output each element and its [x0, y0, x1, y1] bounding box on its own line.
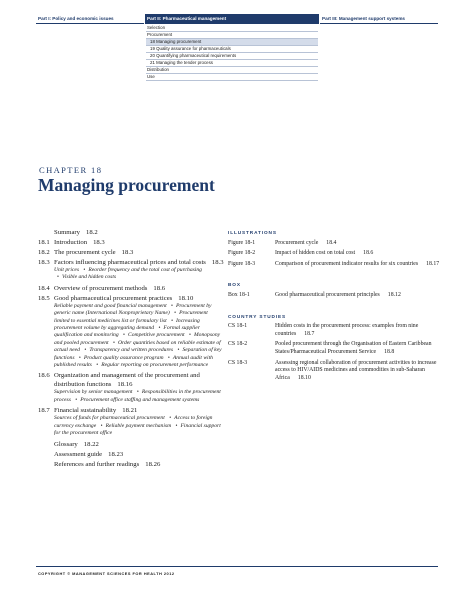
toc-subtopic: Separation of key functions [54, 347, 222, 361]
figure-label: Figure 18-2 [228, 250, 256, 257]
toc-subtopic: Formal supplier qualification and monitoring [54, 325, 200, 339]
toc-title[interactable]: Organization and management of the procurement and distribution functions [54, 372, 200, 389]
country-study-item [228, 341, 443, 356]
country-studies-list [228, 323, 443, 382]
toc-entry [38, 371, 224, 404]
chapter-title: Managing procurement [38, 175, 215, 195]
country-study-page: 18.8 [384, 348, 395, 355]
toc-page: 18.21 [122, 407, 138, 415]
toc-page: 18.3 [211, 259, 224, 266]
figure-text[interactable]: Comparison of procurement indicator results for six countries [275, 260, 419, 267]
toc-page: 18.26 [145, 460, 161, 468]
toc-subtopic: Increasing procurement volume by aggregating demand [54, 317, 200, 332]
box-item [228, 292, 443, 300]
toc-line [38, 238, 224, 247]
toc-subtopic: Responsibilities in the procurement process [54, 389, 221, 403]
toc-subtopic: Visible and hidden costs [61, 274, 117, 281]
toc-entry [38, 440, 224, 449]
subnav-item[interactable]: Procurement [146, 32, 318, 39]
toc-subtopics [38, 303, 224, 370]
figure-page: 18.17 [426, 260, 440, 267]
bullet-separator: • [169, 415, 172, 422]
subnav-item[interactable]: 21 Managing the tender process [146, 60, 318, 67]
toc-entry [38, 238, 224, 247]
bullet-separator: • [123, 332, 126, 339]
toc-subtopic: Transparency and written procedures [89, 347, 174, 354]
bullet-separator: • [175, 422, 178, 429]
toc-title[interactable]: The procurement cycle [54, 249, 116, 256]
subnav-item[interactable]: 20 Quantifying pharmaceutical requirements [146, 53, 318, 60]
bullet-separator: • [83, 267, 86, 273]
figure-page: 18.4 [326, 239, 337, 246]
toc-entry [38, 228, 224, 237]
country-study-text[interactable]: Assessing regional collaboration of procurement activities to increase access to HIV/AIDS medicines and commodities in sub-Saharan Africa [275, 359, 437, 381]
country-study-item [228, 360, 443, 383]
toc-entry [38, 460, 224, 469]
toc-number: 18.4 [38, 284, 50, 292]
toc-line [38, 294, 224, 303]
toc-title[interactable]: Financial sustainability [54, 407, 117, 415]
toc-subtopic: Procurement by generic name (International Nonproprietary Name) [54, 302, 212, 317]
toc-number: 18.2 [38, 249, 50, 256]
toc-page: 18.23 [108, 450, 124, 458]
toc-subtopics [38, 267, 224, 282]
toc-line [38, 460, 224, 469]
toc-entry [38, 258, 224, 282]
bullet-separator: • [189, 332, 191, 339]
figure-text-wrap [275, 240, 336, 246]
subnav-item[interactable]: Use [146, 74, 318, 81]
footer-rule [36, 566, 438, 567]
table-of-contents [38, 228, 224, 470]
toc-title[interactable]: Factors influencing pharmaceutical prices and total costs [54, 259, 206, 266]
subnav-item[interactable]: 19 Quality assurance for pharmaceuticals [146, 46, 318, 53]
country-study-text[interactable]: Pooled procurement through the Organisation of Eastern Caribbean States/Pharmaceutical Procurement Service [275, 341, 432, 355]
figure-text[interactable]: Impact of hidden cost on total cost [275, 250, 356, 257]
toc-subtopic: Unit prices [54, 267, 80, 273]
toc-entry [38, 406, 224, 437]
toc-title[interactable]: Overview of procurement methods [54, 284, 148, 292]
toc-number: 18.5 [38, 294, 50, 302]
toc-entry [38, 294, 224, 370]
toc-title[interactable]: Introduction [54, 239, 88, 246]
toc-title-wrap [38, 450, 224, 459]
toc-subtopic: Regular reporting on procurement performance [101, 362, 209, 369]
toc-line [38, 258, 224, 267]
toc-line [38, 228, 224, 237]
country-study-item [228, 323, 443, 338]
bullet-separator: • [136, 389, 139, 396]
toc-subtopic: Procurement office staffing and management systems [80, 396, 200, 403]
bullet-separator: • [167, 354, 170, 361]
bullet-separator: • [171, 317, 174, 324]
toc-title-wrap [38, 294, 224, 303]
toc-title[interactable]: References and further readings [54, 460, 140, 468]
box-page: 18.12 [387, 291, 401, 298]
country-study-text[interactable]: Hidden costs in the procurement process: examples from nine countries [275, 323, 419, 337]
toc-title[interactable]: Good pharmaceutical procurement practices [54, 294, 173, 302]
subnav-item[interactable]: Distribution [146, 67, 318, 74]
bullet-separator: • [100, 422, 103, 429]
toc-subtopic: Product quality assurance program [83, 354, 164, 361]
toc-subtopic: Financial support for the procurement office [54, 422, 221, 437]
toc-line [38, 248, 224, 257]
box-list [228, 292, 443, 300]
toc-line [38, 371, 224, 389]
toc-title-wrap [38, 238, 224, 247]
figure-text[interactable]: Procurement cycle [275, 239, 319, 246]
chapter-label: CHAPTER 18 [39, 165, 103, 175]
nav-part-1[interactable]: Part I: Policy and economic issues [36, 14, 144, 24]
toc-title-wrap [38, 248, 224, 257]
right-column [228, 229, 443, 385]
toc-page: 18.10 [178, 294, 194, 302]
toc-subtopic: Order quantities based on reliable estimate of actual need [54, 339, 221, 354]
bullet-separator: • [84, 347, 87, 354]
bullet-separator: • [158, 325, 161, 332]
bullet-separator: • [177, 347, 180, 354]
toc-title-wrap [38, 406, 224, 415]
toc-subtopic: Procurement limited to essential medicines list or formulary list [54, 310, 208, 324]
toc-subtopic: Reliable payment mechanism [105, 422, 172, 429]
figure-label: Figure 18-3 [228, 260, 256, 267]
box-text[interactable]: Good pharmaceutical procurement principles [275, 291, 380, 298]
toc-number: 18.3 [38, 259, 50, 266]
figure-item [228, 261, 443, 269]
figure-label: Figure 18-1 [228, 239, 256, 246]
toc-page: 18.2 [86, 229, 98, 236]
nav-part-3[interactable]: Part III: Management support systems [320, 14, 438, 24]
chapter-navigation [146, 25, 318, 81]
toc-subtopics [38, 389, 224, 404]
toc-number: 18.6 [38, 372, 50, 380]
toc-number: 18.7 [38, 407, 50, 415]
bullet-separator: • [75, 396, 78, 403]
toc-page: 18.16 [117, 381, 133, 389]
toc-subtopic: Competitive procurement [128, 332, 185, 339]
country-study-text-wrap [275, 360, 436, 381]
country-studies-heading: COUNTRY STUDIES [228, 313, 287, 319]
box-heading: BOX [228, 282, 241, 288]
country-study-page: 18.7 [304, 330, 315, 337]
toc-line [38, 440, 224, 449]
toc-subtopic: Reorder frequency and the total cost of purchasing [88, 267, 202, 273]
toc-subtopic: Reliable payment and good financial management [54, 302, 167, 309]
bullet-separator: • [174, 310, 177, 317]
toc-title-wrap [38, 460, 224, 469]
bullet-separator: • [57, 274, 59, 281]
country-study-label: CS 18-2 [228, 341, 248, 348]
toc-page: 18.3 [93, 239, 105, 246]
bullet-separator: • [96, 362, 99, 369]
toc-entry [38, 248, 224, 257]
figure-item [228, 240, 443, 248]
toc-line [38, 284, 224, 293]
subnav-item-current[interactable]: 18 Managing procurement [146, 39, 318, 46]
toc-subtopic: Access to foreign currency exchange [54, 415, 213, 429]
toc-entry [38, 450, 224, 459]
toc-title-wrap [38, 228, 224, 237]
toc-title-wrap [38, 284, 224, 293]
toc-title-wrap [38, 258, 224, 267]
toc-subtopic: Monopsony and pooled procurement [54, 332, 221, 346]
box-text-wrap [275, 292, 401, 298]
figure-item [228, 250, 443, 258]
illustrations-heading: ILLUSTRATIONS [228, 230, 277, 235]
toc-page: 18.6 [153, 284, 166, 292]
toc-subtopic: Sources of funds for pharmaceutical procurement [54, 415, 165, 422]
bullet-separator: • [113, 339, 115, 346]
country-study-page: 18.10 [297, 374, 311, 381]
footer-copyright: COPYRIGHT © MANAGEMENT SCIENCES FOR HEALTH 2012 [38, 571, 175, 576]
nav-part-2-current[interactable]: Part II: Pharmaceutical management [145, 14, 319, 24]
bullet-separator: • [78, 354, 81, 361]
box-label: Box 18-1 [228, 291, 250, 298]
toc-title[interactable]: Summary [54, 229, 81, 236]
figure-text-wrap [275, 261, 439, 267]
part-navigation [36, 14, 438, 24]
country-study-text-wrap [275, 323, 418, 337]
country-study-label: CS 18-3 [228, 359, 248, 366]
subnav-item[interactable]: Selection [146, 25, 318, 32]
toc-subtopic: Annual audit with published results [54, 354, 213, 369]
toc-title-wrap [38, 371, 224, 389]
toc-title[interactable]: Assessment guide [54, 450, 103, 458]
toc-number: 18.1 [38, 239, 50, 246]
illustrations-list [228, 240, 443, 269]
figure-page: 18.6 [363, 250, 374, 257]
bullet-separator: • [171, 302, 174, 309]
toc-subtopics [38, 415, 224, 437]
toc-subtopic: Supervision by senior management [54, 389, 133, 396]
toc-page: 18.3 [121, 249, 134, 256]
toc-title-wrap [38, 440, 224, 449]
toc-line [38, 406, 224, 415]
toc-entry [38, 284, 224, 293]
figure-text-wrap [275, 250, 373, 256]
toc-line [38, 450, 224, 459]
country-study-label: CS 18-1 [228, 323, 248, 330]
country-study-text-wrap [275, 341, 432, 355]
toc-page: 18.22 [83, 440, 99, 448]
toc-title[interactable]: Glossary [54, 440, 78, 448]
